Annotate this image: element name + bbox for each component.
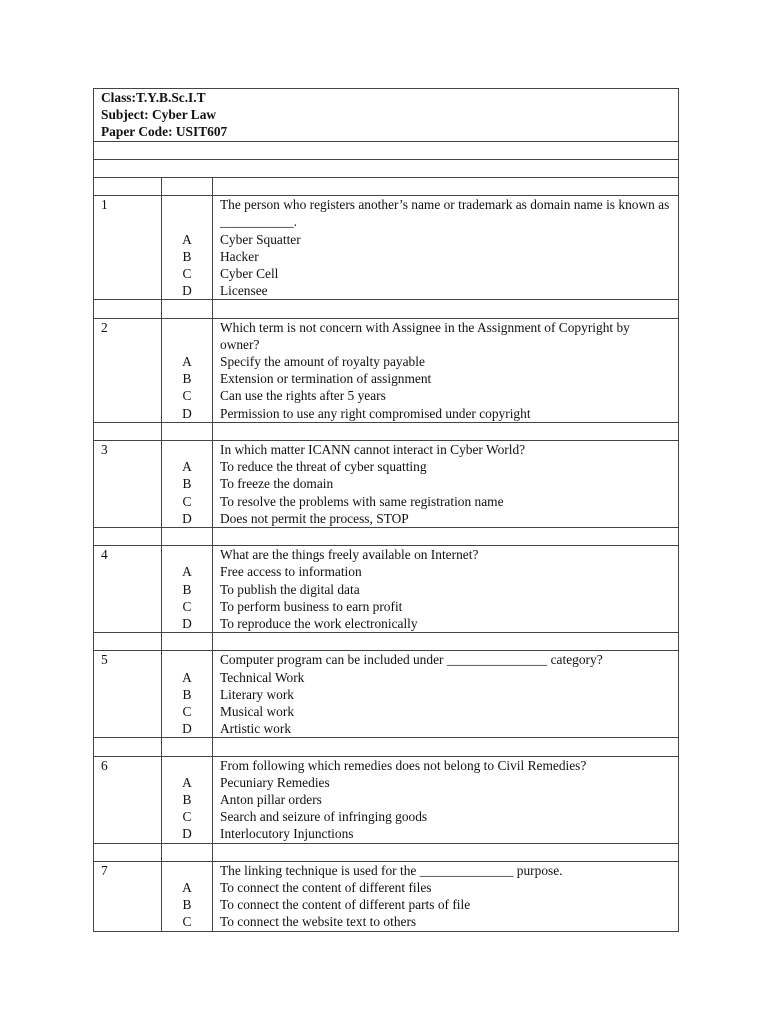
question-text: Computer program can be included under _______________ category? [220, 652, 603, 668]
option-letter: D [162, 510, 213, 527]
question-row [94, 651, 678, 668]
subject-label: Subject: Cyber Law [101, 107, 217, 123]
option-text: Free access to information [220, 564, 362, 580]
option-row [94, 282, 678, 299]
option-text: Can use the rights after 5 years [220, 388, 386, 404]
spacer-row [94, 528, 678, 546]
paper-code-row [94, 123, 678, 141]
question-number: 2 [94, 319, 162, 353]
option-text: Musical work [220, 703, 295, 719]
question-number: 3 [94, 441, 162, 458]
option-letter: D [162, 615, 213, 632]
option-text: To connect the website text to others [220, 914, 417, 930]
option-text: To connect the content of different parts of file [220, 897, 471, 913]
option-letter: B [162, 686, 213, 703]
option-text: Licensee [220, 283, 268, 299]
option-text: Cyber Cell [220, 265, 279, 281]
option-text: To publish the digital data [220, 581, 360, 597]
option-row [94, 615, 678, 632]
question-text: What are the things freely available on Internet? [220, 547, 479, 563]
option-row [94, 791, 678, 808]
option-row [94, 248, 678, 265]
option-letter: B [162, 370, 213, 387]
subject-row [94, 106, 678, 123]
option-text: To reproduce the work electronically [220, 615, 418, 631]
question-text: The person who registers another’s name or trademark as domain name is known as ___________. [220, 197, 670, 230]
option-text: Does not permit the process, STOP [220, 510, 409, 526]
question-row [94, 757, 678, 774]
option-text: Artistic work [220, 721, 292, 737]
option-text: Interlocutory Injunctions [220, 826, 354, 842]
option-row [94, 458, 678, 475]
question-block [94, 757, 678, 844]
option-row [94, 703, 678, 720]
blank-row [94, 142, 678, 160]
option-letter: D [162, 720, 213, 737]
option-row [94, 353, 678, 370]
option-row [94, 669, 678, 686]
question-row [94, 196, 678, 230]
option-text: To connect the content of different files [220, 879, 432, 895]
question-row [94, 862, 678, 879]
option-letter: A [162, 353, 213, 370]
option-text: Permission to use any right compromised under copyright [220, 405, 531, 421]
option-row [94, 808, 678, 825]
option-letter: C [162, 808, 213, 825]
option-letter: B [162, 475, 213, 492]
option-letter: A [162, 669, 213, 686]
option-text: To resolve the problems with same registration name [220, 493, 504, 509]
option-letter: D [162, 405, 213, 422]
option-letter: B [162, 581, 213, 598]
option-letter: D [162, 282, 213, 299]
question-row [94, 546, 678, 563]
spacer-row [94, 738, 678, 756]
option-letter: C [162, 703, 213, 720]
option-row [94, 896, 678, 913]
option-row [94, 581, 678, 598]
option-row [94, 686, 678, 703]
option-row [94, 370, 678, 387]
spacer-row [94, 300, 678, 318]
option-letter: C [162, 387, 213, 404]
option-row [94, 265, 678, 282]
question-block [94, 546, 678, 633]
spacer-row [94, 178, 678, 196]
spacer-row [94, 423, 678, 441]
option-row [94, 879, 678, 896]
spacer-row [94, 844, 678, 862]
option-letter: C [162, 493, 213, 510]
question-block [94, 319, 678, 423]
option-text: Pecuniary Remedies [220, 774, 330, 790]
option-letter: B [162, 896, 213, 913]
question-text: Which term is not concern with Assignee in the Assignment of Copyright by owner? [220, 319, 630, 352]
question-block [94, 651, 678, 738]
class-label: Class:T.Y.B.Sc.I.T [101, 90, 206, 105]
option-row [94, 598, 678, 615]
option-letter: D [162, 825, 213, 842]
question-text: From following which remedies does not belong to Civil Remedies? [220, 757, 587, 773]
option-row [94, 720, 678, 737]
option-row [94, 913, 678, 930]
option-row [94, 493, 678, 510]
question-number: 5 [94, 651, 162, 668]
blank-row [94, 160, 678, 178]
option-letter: A [162, 563, 213, 580]
question-number: 6 [94, 757, 162, 774]
question-number: 4 [94, 546, 162, 563]
option-text: To freeze the domain [220, 476, 334, 492]
option-text: To perform business to earn profit [220, 598, 403, 614]
option-letter: A [162, 458, 213, 475]
option-text: Specify the amount of royalty payable [220, 353, 425, 369]
question-text: In which matter ICANN cannot interact in Cyber World? [220, 441, 526, 457]
option-row [94, 563, 678, 580]
option-letter: C [162, 598, 213, 615]
option-text: Cyber Squatter [220, 231, 301, 247]
option-letter: A [162, 879, 213, 896]
option-letter: B [162, 248, 213, 265]
option-text: Extension or termination of assignment [220, 371, 432, 387]
question-block [94, 196, 678, 300]
option-text: Search and seizure of infringing goods [220, 809, 428, 825]
option-text: Anton pillar orders [220, 791, 322, 807]
class-row [94, 89, 678, 106]
question-block [94, 862, 678, 931]
question-number: 1 [94, 196, 162, 230]
option-row [94, 825, 678, 842]
option-text: Literary work [220, 686, 294, 702]
option-letter: A [162, 231, 213, 248]
question-row [94, 319, 678, 353]
option-letter: C [162, 913, 213, 930]
question-row [94, 441, 678, 458]
option-letter: B [162, 791, 213, 808]
question-block [94, 441, 678, 528]
questions-list [94, 178, 678, 931]
option-row [94, 387, 678, 404]
option-text: Technical Work [220, 669, 305, 685]
paper-code-label: Paper Code: USIT607 [101, 124, 228, 140]
option-row [94, 475, 678, 492]
question-paper-table [93, 88, 679, 932]
spacer-row [94, 633, 678, 651]
option-row [94, 510, 678, 527]
option-text: To reduce the threat of cyber squatting [220, 459, 427, 475]
option-row [94, 231, 678, 248]
option-row [94, 774, 678, 791]
option-row [94, 405, 678, 422]
question-number: 7 [94, 862, 162, 879]
option-letter: C [162, 265, 213, 282]
option-letter: A [162, 774, 213, 791]
question-text: The linking technique is used for the ______________ purpose. [220, 862, 563, 878]
option-text: Hacker [220, 248, 259, 264]
